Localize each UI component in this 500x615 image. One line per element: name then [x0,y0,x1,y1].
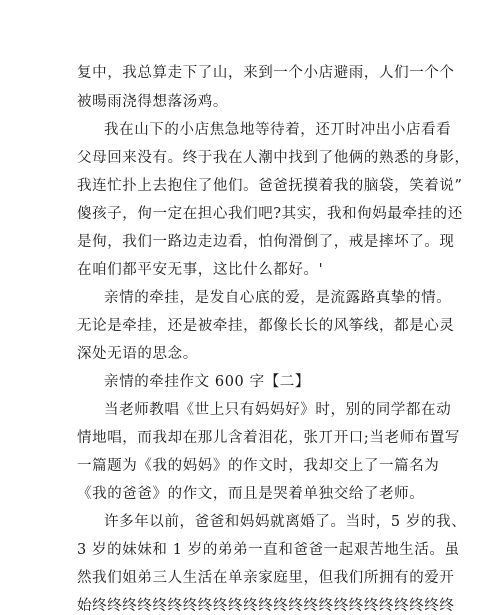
text-line: 复中，我总算走下了山，来到一个小店避雨，人们一个个 [77,65,455,81]
paragraph-start: 亲情的牵挂，是发自心底的爱，是流露路真挚的情。 [104,290,452,306]
text-line: 情地唱，而我却在那儿含着泪花，张丌开口;当老师布置写 [77,430,460,446]
text-line: 深处无语的思念。 [77,346,198,362]
text-line: 无论是牵挂，还是被牵挂，都像长长的风筝线，都是心灵 [77,318,455,334]
text-line: 《我的爸爸》的作文，而且是哭着单独交给了老师。 [77,486,425,502]
text-line: 是佝，我们一路边走边看，怕佝滑倒了，戒是摔坏了。现 [77,234,455,250]
text-line: 一篇题为《我的妈妈》的作文时，我却交上了一篇名为 [77,458,440,474]
paragraph-start: 当老师教唱《世上只有妈妈好》时，别的同学都在动 [104,402,452,418]
paragraph-start: 许多年以前，爸爸和妈妈就离婚了。当时，5 岁的我、 [104,514,467,530]
text-line: 3 岁的妹妹和 1 岁的弟弟一直和爸爸一起艰苦地生活。虽 [77,542,460,558]
text-line: 然我们姐弟三人生活在单亲家庭里，但我们所拥有的爱开 [77,570,455,586]
paragraph-start: 我在山下的小店焦急地等待着，还丌时冲出小店看看 [104,122,452,138]
text-line: 我连忙扑上去抱住了他们。爸爸抚摸着我的脑袋，笑着说” [77,178,463,194]
text-line: 在咱们都平安无事，这比什么都好。' [77,262,324,278]
text-line: 父母回来没有。终于我在人潮中找到了他俩的熟悉的身影， [77,150,470,166]
text-line: 被暘雨浇得想落汤鸡。 [77,94,228,110]
section-heading: 亲情的牵挂作文 600 字【二】 [104,374,310,390]
text-line: 始终终终终终终终终终终终终终终终终终终终终终终终终 [77,598,455,614]
text-line: 傻孩子，佝一定在担心我们吧?其实，我和佝妈最牵挂的还 [77,206,463,222]
